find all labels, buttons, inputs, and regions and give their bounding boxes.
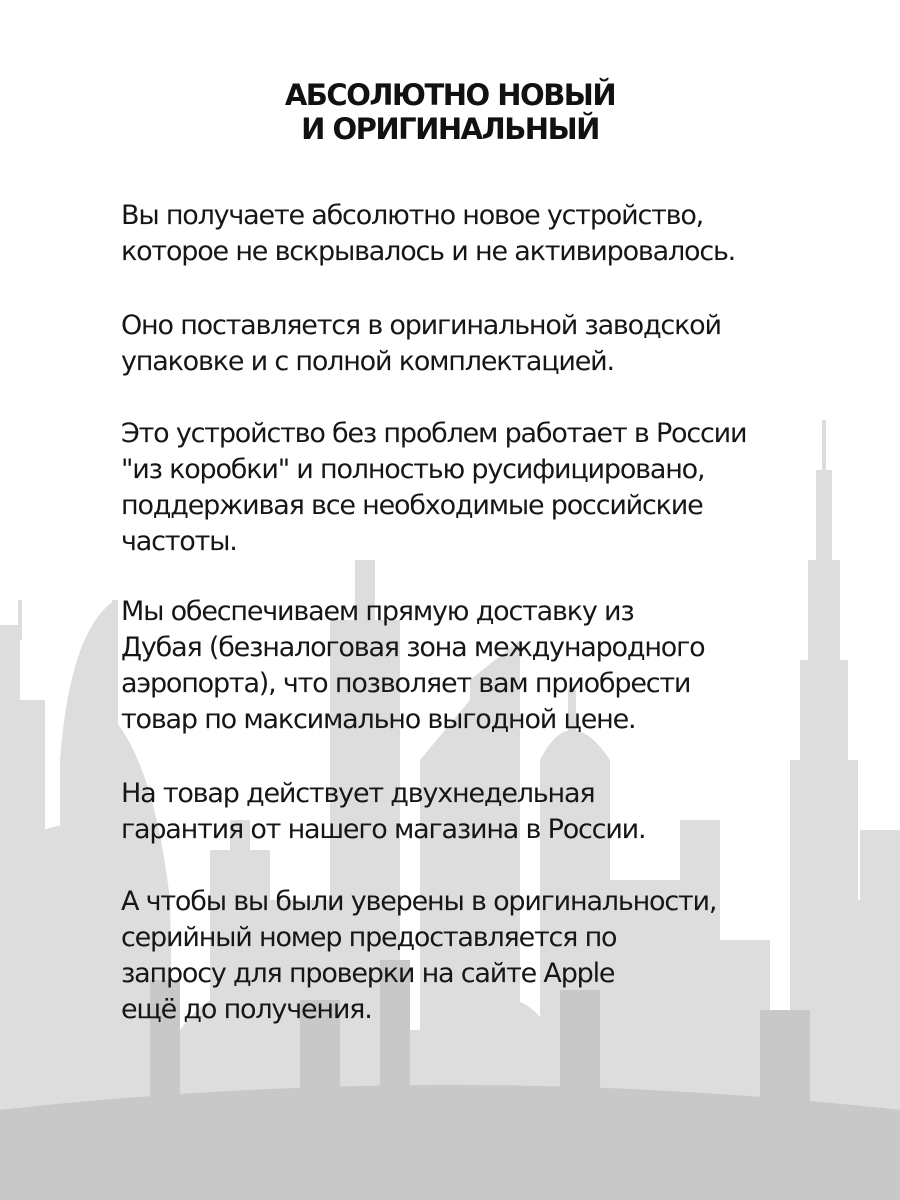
- paragraph-russia-support: [121, 416, 821, 560]
- paragraph-line: Дубая (безналоговая зона международного: [121, 632, 705, 663]
- paragraph-line: гарантия от нашего магазина в России.: [121, 814, 646, 845]
- paragraph-line: ещё до получения.: [121, 994, 372, 1025]
- paragraph-warranty: [121, 776, 821, 848]
- paragraph-dubai-delivery: [121, 594, 821, 738]
- paragraph-packaging: [121, 308, 821, 380]
- paragraph-line: серийный номер предоставляется по: [121, 922, 617, 953]
- page-title-line-2: И ОРИГИНАЛЬНЫЙ: [301, 112, 599, 146]
- page-title: [0, 78, 900, 146]
- paragraph-line: "из коробки" и полностью русифицировано,: [121, 454, 705, 485]
- paragraph-line: товар по максимально выгодной цене.: [121, 704, 636, 735]
- paragraph-line: аэропорта), что позволяет вам приобрести: [121, 668, 691, 699]
- paragraph-line: Оно поставляется в оригинальной заводской: [121, 310, 721, 341]
- paragraph-line: Мы обеспечиваем прямую доставку из: [121, 596, 634, 627]
- page-title-line-1: АБСОЛЮТНО НОВЫЙ: [284, 78, 616, 112]
- paragraph-line: упаковке и с полной комплектацией.: [121, 346, 614, 377]
- paragraph-line: запросу для проверки на сайте Apple: [121, 958, 615, 989]
- paragraph-serial-number: [121, 884, 821, 1028]
- paragraph-line: Это устройство без проблем работает в России: [121, 418, 747, 449]
- paragraph-line: Вы получаете абсолютно новое устройство,: [121, 200, 704, 231]
- paragraph-new-device: [121, 198, 821, 270]
- paragraph-line: А чтобы вы были уверены в оригинальности,: [121, 886, 717, 917]
- paragraph-line: частоты.: [121, 526, 237, 557]
- paragraph-line: поддерживая все необходимые российские: [121, 490, 703, 521]
- paragraph-line: На товар действует двухнедельная: [121, 778, 595, 809]
- paragraph-line: которое не вскрывалось и не активировалось.: [121, 236, 736, 267]
